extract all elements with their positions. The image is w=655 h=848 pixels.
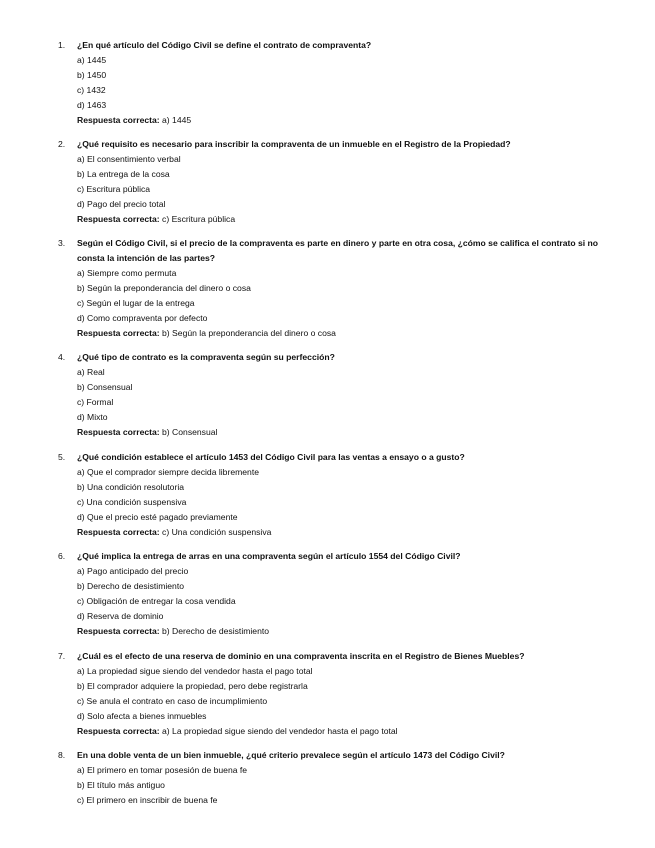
question-text: Según el Código Civil, si el precio de la compraventa es parte en dinero y parte en otra cosa, ¿cómo se califica el contrato si no consta la intención de las partes? <box>77 238 599 263</box>
answer-label: Respuesta correcta: <box>77 115 160 125</box>
question-number: 4. <box>58 352 66 362</box>
answer-label: Respuesta correcta: <box>77 214 160 224</box>
option-a: a) Real <box>77 367 105 377</box>
option-c: c) 1432 <box>77 85 106 95</box>
option-d: d) Mixto <box>77 412 108 422</box>
question-text: ¿Qué tipo de contrato es la compraventa según su perfección? <box>77 352 335 362</box>
question-7 <box>58 649 618 739</box>
option-d: d) Pago del precio total <box>77 199 166 209</box>
answer-label: Respuesta correcta: <box>77 527 160 537</box>
option-c: c) Según el lugar de la entrega <box>77 298 195 308</box>
correct-answer <box>77 212 618 227</box>
question-8 <box>58 748 618 808</box>
correct-answer <box>77 525 618 540</box>
option-a: a) La propiedad sigue siendo del vendedor hasta el pago total <box>77 666 313 676</box>
answer-value: c) Una condición suspensiva <box>159 527 272 537</box>
answer-value: b) Según la preponderancia del dinero o cosa <box>159 328 336 338</box>
option-c: c) Obligación de entregar la cosa vendida <box>77 596 236 606</box>
option-a: a) El consentimiento verbal <box>77 154 181 164</box>
answer-label: Respuesta correcta: <box>77 726 160 736</box>
option-c: c) Formal <box>77 397 114 407</box>
question-number: 1. <box>58 40 66 50</box>
answer-label: Respuesta correcta: <box>77 427 160 437</box>
option-b: b) La entrega de la cosa <box>77 169 170 179</box>
question-6 <box>58 549 618 639</box>
option-c: c) El primero en inscribir de buena fe <box>77 795 218 805</box>
question-4 <box>58 350 618 440</box>
question-text: ¿En qué artículo del Código Civil se define el contrato de compraventa? <box>77 40 372 50</box>
option-b: b) Consensual <box>77 382 133 392</box>
option-c: c) Se anula el contrato en caso de incumplimiento <box>77 696 268 706</box>
option-b: b) Derecho de desistimiento <box>77 581 184 591</box>
question-text: ¿Qué implica la entrega de arras en una compraventa según el artículo 1554 del Código Civil? <box>77 551 461 561</box>
answer-label: Respuesta correcta: <box>77 328 160 338</box>
option-a: a) Pago anticipado del precio <box>77 566 189 576</box>
option-a: a) 1445 <box>77 55 107 65</box>
option-a: a) Que el comprador siempre decida libremente <box>77 467 259 477</box>
answer-value: b) Derecho de desistimiento <box>159 626 270 636</box>
option-c: c) Escritura pública <box>77 184 151 194</box>
answer-value: a) La propiedad sigue siendo del vendedor hasta el pago total <box>159 726 398 736</box>
question-number: 6. <box>58 551 66 561</box>
correct-answer <box>77 113 618 128</box>
option-d: d) Reserva de dominio <box>77 611 164 621</box>
option-a: a) Siempre como permuta <box>77 268 177 278</box>
option-d: d) Que el precio esté pagado previamente <box>77 512 238 522</box>
question-1 <box>58 38 618 128</box>
question-5 <box>58 450 618 540</box>
question-number: 3. <box>58 238 66 248</box>
option-b: b) El comprador adquiere la propiedad, pero debe registrarla <box>77 681 308 691</box>
answer-label: Respuesta correcta: <box>77 626 160 636</box>
question-number: 2. <box>58 139 66 149</box>
answer-value: b) Consensual <box>159 427 218 437</box>
option-d: d) 1463 <box>77 100 107 110</box>
option-a: a) El primero en tomar posesión de buena fe <box>77 765 248 775</box>
question-3 <box>58 236 618 341</box>
option-b: b) El título más antiguo <box>77 780 165 790</box>
option-c: c) Una condición suspensiva <box>77 497 187 507</box>
question-text: ¿Qué condición establece el artículo 1453 del Código Civil para las ventas a ensayo o a gusto? <box>77 452 465 462</box>
answer-value: c) Escritura pública <box>159 214 236 224</box>
option-d: d) Como compraventa por defecto <box>77 313 208 323</box>
option-d: d) Solo afecta a bienes inmuebles <box>77 711 207 721</box>
option-b: b) Una condición resolutoria <box>77 482 185 492</box>
question-number: 7. <box>58 651 66 661</box>
option-b: b) 1450 <box>77 70 107 80</box>
question-text: ¿Qué requisito es necesario para inscribir la compraventa de un inmueble en el Registro de la Propiedad? <box>77 139 511 149</box>
correct-answer <box>77 425 618 440</box>
question-number: 8. <box>58 750 66 760</box>
question-2 <box>58 137 618 227</box>
question-number: 5. <box>58 452 66 462</box>
answer-value: a) 1445 <box>159 115 192 125</box>
question-text: En una doble venta de un bien inmueble, ¿qué criterio prevalece según el artículo 1473 del Código Civil? <box>77 750 505 760</box>
correct-answer <box>77 724 618 739</box>
correct-answer <box>77 624 618 639</box>
correct-answer <box>77 326 618 341</box>
question-text: ¿Cuál es el efecto de una reserva de dominio en una compraventa inscrita en el Registro de Bienes Muebles? <box>77 651 525 661</box>
option-b: b) Según la preponderancia del dinero o cosa <box>77 283 251 293</box>
